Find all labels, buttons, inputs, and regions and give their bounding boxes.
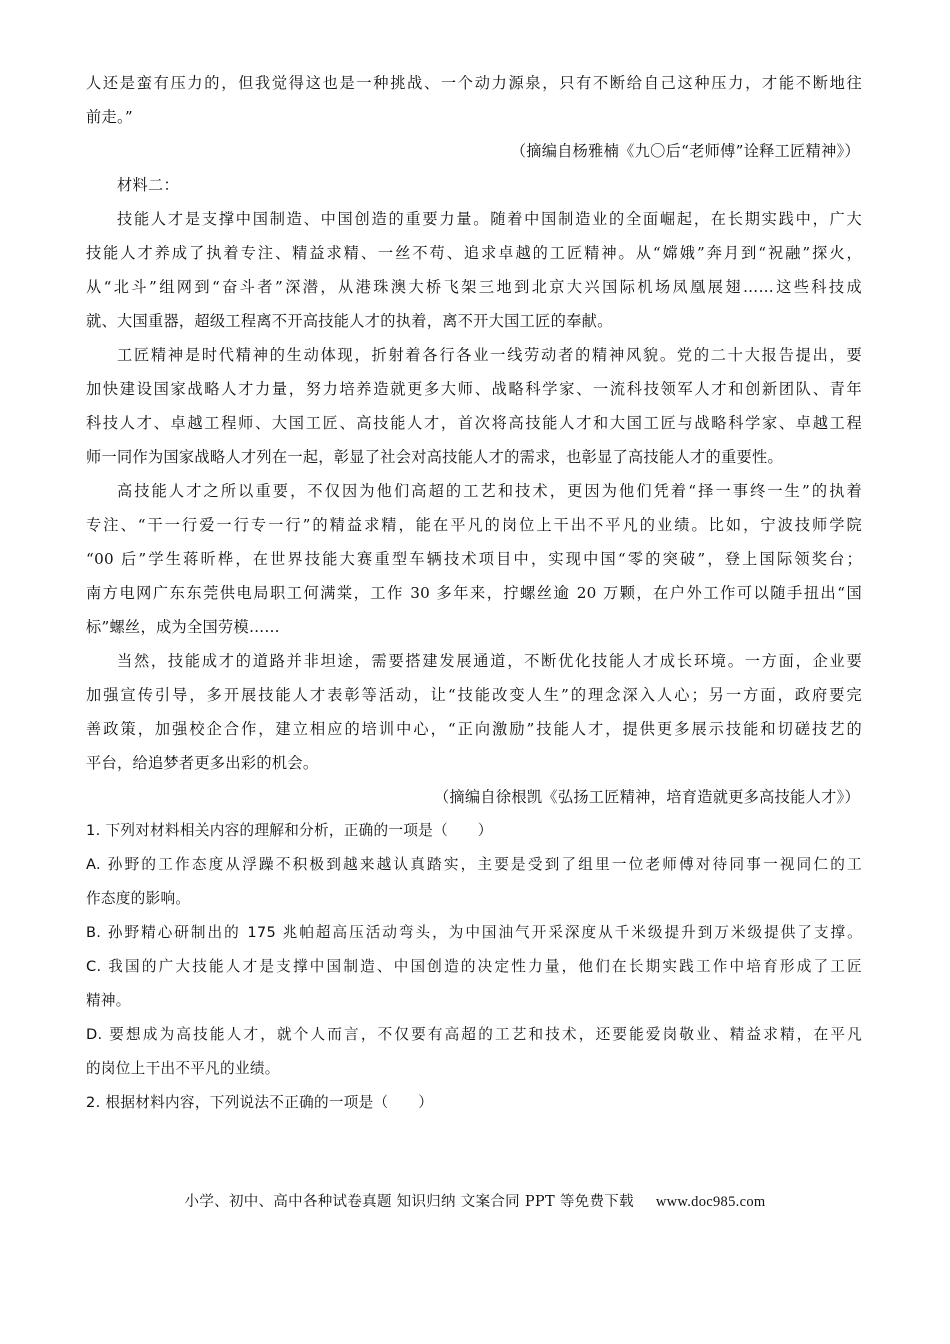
source-citation: （摘编自徐根凯《弘扬工匠精神，培育造就更多高技能人才》） <box>433 788 860 806</box>
option-a-cont: 作态度的影响。 <box>86 890 191 907</box>
option-d-cont: 的岗位上干出不平凡的业绩。 <box>86 1060 280 1077</box>
text-line: 就、大国重器，超级工程离不开高技能人才的执着，离不开大国工匠的奉献。 <box>86 312 613 330</box>
text-line: 师一同作为国家战略人才列在一起，彰显了社会对高技能人才的需求，也彰显了高技能人才的重要性。 <box>86 448 783 466</box>
text-line: 技能人才养成了执着专注、精益求精、一丝不苟、追求卓越的工匠精神。从“嫦娥”奔月到“祝融”探火， <box>86 244 862 262</box>
text-line: “00 后”学生蒋昕桦，在世界技能大赛重型车辆技术项目中，实现中国“零的突破”，登上国际领奖台； <box>86 550 862 568</box>
document-page <box>86 66 862 1120</box>
text-line: 当然，技能成才的道路并非坦途，需要搭建发展通道，不断优化技能人才成长环境。一方面，企业要 <box>117 652 862 670</box>
text-line: 前走。” <box>86 108 133 126</box>
text-line: 南方电网广东东莞供电局职工何满棠，工作 30 多年来，拧螺丝逾 20 万颗，在户外工作可以随手扭出“国 <box>86 584 862 602</box>
text-line: 平台，给追梦者更多出彩的机会。 <box>86 754 319 772</box>
text-line: 科技人才、卓越工程师、大国工匠、高技能人才，首次将高技能人才和大国工匠与战略科学家、卓越工程 <box>86 414 862 432</box>
text-line: 从“北斗”组网到“奋斗者”深潜，从港珠澳大桥飞架三地到北京大兴国际机场凤凰展翅……这些科技成 <box>86 278 862 296</box>
page-footer <box>0 1190 950 1211</box>
option-a: A. 孙野的工作态度从浮躁不积极到越来越认真踏实，主要是受到了组里一位老师傅对待同事一视同仁的工 <box>86 856 862 873</box>
text-line: 工匠精神是时代精神的生动体现，折射着各行各业一线劳动者的精神风貌。党的二十大报告提出，要 <box>117 346 862 364</box>
material-label: 材料二： <box>117 176 179 194</box>
text-line: 标”螺丝，成为全国劳模…… <box>86 618 280 636</box>
question-stem: 2. 根据材料内容，下列说法不正确的一项是（ ） <box>86 1094 434 1111</box>
option-b: B. 孙野精心研制出的 175 兆帕超高压活动弯头，为中国油气开采深度从千米级提升到万米级提供了支撑。 <box>86 924 862 941</box>
text-line: 加强宣传引导，多开展技能人才表彰等活动，让“技能改变人生”的理念深入人心；另一方面，政府要完 <box>86 686 862 704</box>
option-c: C. 我国的广大技能人才是支撑中国制造、中国创造的决定性力量，他们在长期实践工作中培育形成了工匠 <box>86 958 862 975</box>
option-d: D. 要想成为高技能人才，就个人而言，不仅要有高超的工艺和技术，还要能爱岗敬业、精益求精，在平凡 <box>86 1026 862 1043</box>
text-line: 高技能人才之所以重要，不仅因为他们高超的工艺和技术，更因为他们凭着“择一事终一生”的执着 <box>117 482 862 500</box>
footer-text: 小学、初中、高中各种试卷真题 知识归纳 文案合同 PPT 等免费下载 <box>184 1194 634 1210</box>
footer-site-link[interactable]: www.doc985.com <box>655 1194 766 1210</box>
text-line: 善政策，加强校企合作，建立相应的培训中心，“正向激励”技能人才，提供更多展示技能和切磋技艺的 <box>86 720 862 738</box>
question-stem: 1. 下列对材料相关内容的理解和分析，正确的一项是（ ） <box>86 822 493 839</box>
text-line: 人还是蛮有压力的，但我觉得这也是一种挑战、一个动力源泉，只有不断给自己这种压力，才能不断地往 <box>86 74 862 92</box>
text-line: 技能人才是支撑中国制造、中国创造的重要力量。随着中国制造业的全面崛起，在长期实践中，广大 <box>117 210 862 228</box>
source-citation: （摘编自杨雅楠《九〇后“老师傅”诠释工匠精神》） <box>510 142 860 160</box>
text-line: 专注、“干一行爱一行专一行”的精益求精，能在平凡的岗位上干出不平凡的业绩。比如，宁波技师学院 <box>86 516 862 534</box>
option-c-cont: 精神。 <box>86 992 131 1009</box>
text-line: 加快建设国家战略人才力量，努力培养造就更多大师、战略科学家、一流科技领军人才和创新团队、青年 <box>86 380 862 398</box>
